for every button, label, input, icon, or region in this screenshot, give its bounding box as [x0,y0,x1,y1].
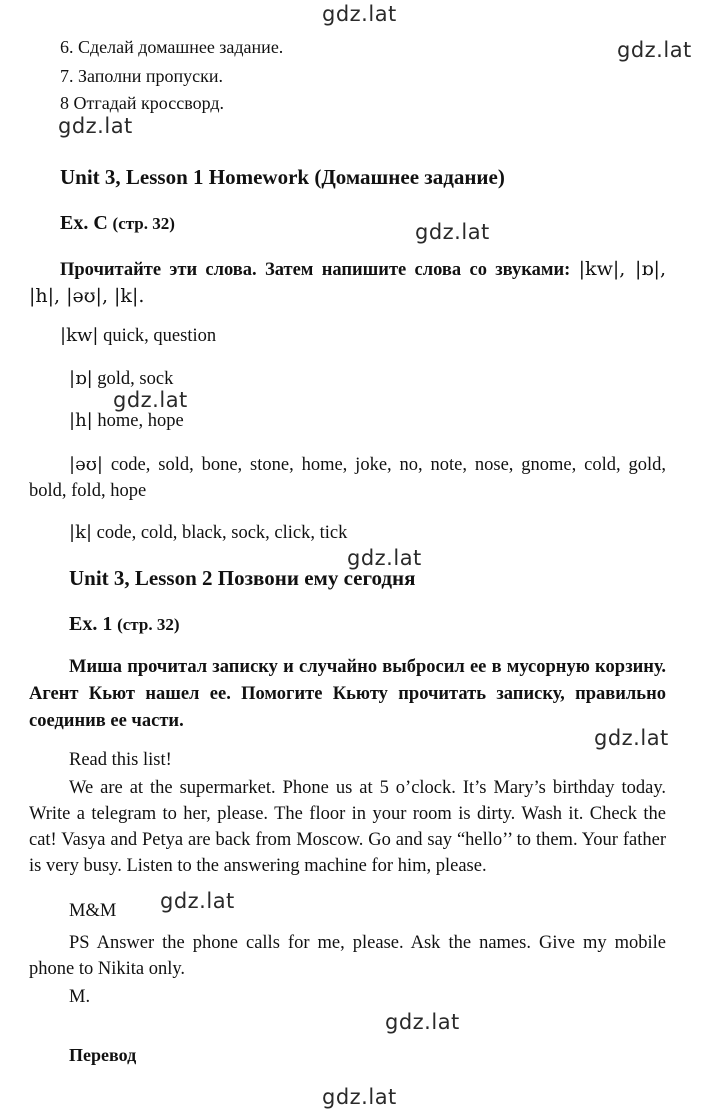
instruction-text: Прочитайте эти слова. Затем напишите слова со звуками: [60,260,571,280]
exercise-label: Ex. 1 [69,613,113,635]
watermark: gdz.lat [113,388,188,412]
exercise-label: Ex. C [60,212,108,234]
sound-row [69,522,347,544]
list-item: 7. Заполни пропуски. [60,66,224,86]
signature: M&M [69,901,117,921]
list-item: 6. Сделай домашнее задание. [60,37,284,57]
list-item: 8 Отгадай кроссворд. [60,93,224,113]
exercise-page: (стр. 32) [117,615,180,634]
sound-row [60,325,216,347]
signature: M. [69,987,91,1007]
note-heading: Read this list! [69,750,172,770]
note-body: We are at the supermarket. Phone us at 5 o’clock. It’s Mary’s birthday today. Write a telegram to her, please. The floor in your room is dirty. Wash it. Check the cat! Vasya and Petya are back from Moscow. Go and say “hello’’ to them. Your father is very busy. Listen to the answering machine for him, please. [29,778,666,876]
instruction-sounds: |kw|, |ɒ|, |h|, |əʊ|, |k|. [29,258,666,307]
watermark: gdz.lat [347,546,422,570]
watermark: gdz.lat [617,38,692,62]
sound-words: code, sold, bone, stone, home, joke, no, note, nose, gnome, cold, [110,455,621,475]
section-title: Unit 3, Lesson 1 Homework (Домашнее задание) [60,165,505,189]
sound-symbol: |h| [69,410,93,431]
sound-row [69,368,173,390]
watermark: gdz.lat [322,2,397,26]
exercise-instruction [29,256,666,310]
watermark: gdz.lat [385,1010,460,1034]
sound-row [69,410,184,432]
watermark: gdz.lat [594,726,669,750]
sound-words: quick, question [103,326,217,346]
sound-words: code, cold, black, sock, click, tick [96,523,348,543]
exercise-heading [60,212,175,235]
exercise-heading [69,613,179,636]
sound-words: home, hope [97,411,184,431]
sound-symbol: |kw| [60,325,99,346]
sound-symbol: |əʊ| [69,454,103,475]
sound-row [29,452,666,504]
exercise-page: (стр. 32) [112,214,175,233]
postscript: PS Answer the phone calls for me, please. Ask the names. Give my mobile phone to Nikita only. [29,933,666,979]
watermark: gdz.lat [58,114,133,138]
sound-symbol: |k| [69,522,93,543]
watermark: gdz.lat [322,1085,397,1109]
watermark: gdz.lat [415,220,490,244]
watermark: gdz.lat [160,889,235,913]
exercise-instruction: Миша прочитал записку и случайно выбросил ее в мусорную корзину. Агент Кьют нашел ее. Помогите Кьюту прочитать записку, правильно соединив ее части. [29,657,666,731]
translation-heading: Перевод [69,1045,137,1065]
sound-words: gold, sock [97,369,174,389]
sound-words-continued: gold, bold, fold, hope [29,455,666,501]
sound-symbol: |ɒ| [69,368,93,389]
section-title: Unit 3, Lesson 2 Позвони ему сегодня [69,566,416,590]
